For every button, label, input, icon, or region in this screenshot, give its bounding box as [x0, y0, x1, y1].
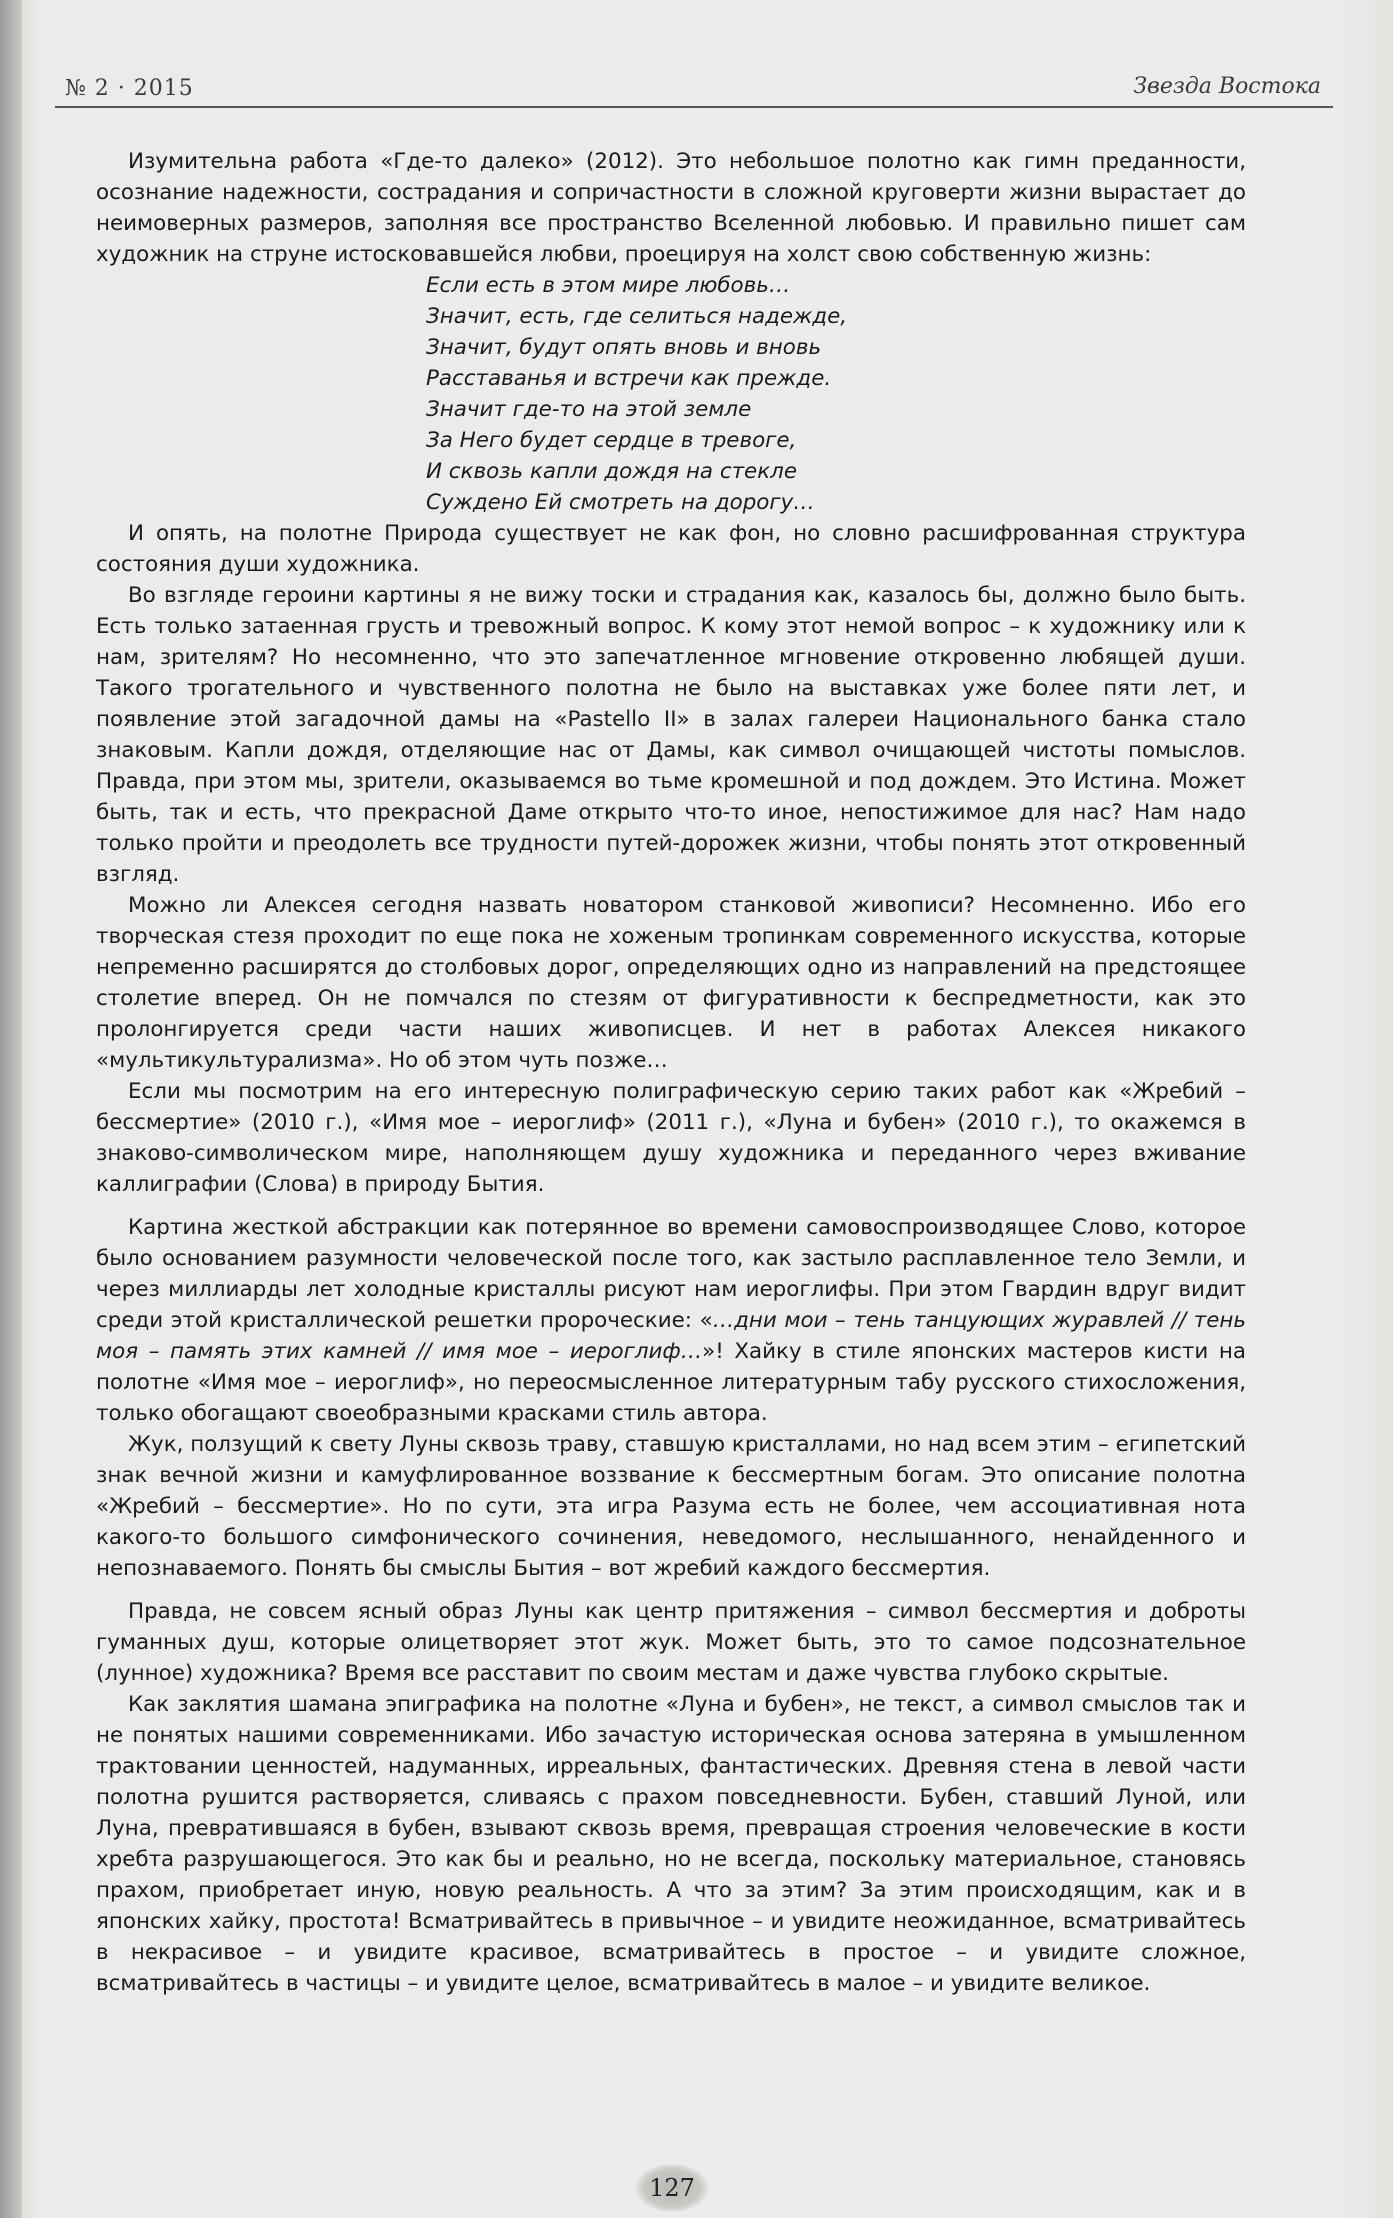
poem-line: За Него будет сердце в тревоге, [426, 428, 797, 453]
poem-line: Значит, будут опять вновь и вновь [426, 335, 822, 360]
paragraph-text: »! Хайку в стиле японских мастеров кисти на полотне «Имя мое – иероглиф», но переосмысленное литературным табу русского стихосложения, только обогащают своеобразными красками стиль автора. [96, 1339, 1246, 1426]
paragraph: Как заклятия шамана эпиграфика на полотне «Луна и бубен», не текст, а символ смыслов так и не понятых нашими современниками. Ибо зачастую историческая основа затеряна в умышленном трактовании ценностей, надуманных, ирреальных, фантастических. Древняя стена в левой части полотна рушится растворяется, сливаясь с прахом повседневности. Бубен, ставший Луной, или Луна, превратившаяся в бубен, взывают сквозь время, превращая строения человеческие в кости хребта разрушающегося. Это как бы и реально, но не всегда, поскольку материальное, становясь прахом, приобретает иную, новую реальность. А что за этим? За этим происходящим, как и в японских хайку, простота! Всматривайтесь в привычное – и увидите неожиданное, всматривайтесь в некрасивое – и увидите красивое, всматривайтесь в простое – и увидите сложное, всматривайтесь в частицы – и увидите целое, всматривайтесь в малое – и увидите великое. [96, 1692, 1246, 1996]
paragraph-text: Картина жесткой абстракции как потерянное во времени самовоспроизводящее Слово, которое было основанием разумности человеческой после того, как застыло расплавленное тело Земли, и через миллиарды лет холодные кристаллы рисуют нам иероглифы. При этом Гвардин вдруг видит среди этой кристаллической решетки пророческие: « [96, 1215, 1246, 1333]
poem-line: Значит, есть, где селиться надежде, [426, 304, 848, 329]
issue-number: № 2 · 2015 [65, 76, 194, 101]
paragraph: Если мы посмотрим на его интересную полиграфическую серию таких работ как «Жребий – бессмертие» (2010 г.), «Имя мое – иероглиф» (2011 г.), «Луна и бубен» (2010 г.), то окажемся в знаково-символическом мире, наполняющем душу художника и переданного через вживание каллиграфии (Слова) в природу Бытия. [96, 1079, 1246, 1197]
paragraph [96, 1212, 1246, 1429]
paragraph: Изумительна работа «Где-то далеко» (2012). Это небольшое полотно как гимн преданности, осознание надежности, сострадания и сопричастности в сложной круговерти жизни вырастает до неимоверных размеров, заполняя все пространство Вселенной любовью. И правильно пишет сам художник на струне истосковавшейся любви, проецируя на холст свою собственную жизнь: [96, 149, 1246, 267]
poem [426, 270, 1246, 518]
header-rule [55, 106, 1333, 108]
poem-line: Суждено Ей смотреть на дорогу… [426, 490, 815, 515]
paragraph: Можно ли Алексея сегодня назвать новатором станковой живописи? Несомненно. Ибо его творческая стезя проходит по еще пока не хоженым тропинкам современного искусства, которые непременно расширятся до столбовых дорог, определяющих одно из направлений на предстоящее столетие вперед. Он не помчался по стезям от фигуративности к беспредметности, как это пролонгируется среди части наших живописцев. И нет в работах Алексея никакого «мультикультурализма». Но об этом чуть позже… [96, 893, 1246, 1073]
article-body [96, 146, 1246, 1999]
poem-line: И сквозь капли дождя на стекле [426, 459, 797, 484]
poem-line: Расставанья и встречи как прежде. [426, 366, 832, 391]
paragraph: Правда, не совсем ясный образ Луны как центр притяжения – символ бессмертия и доброты гуманных душ, которые олицетворяет этот жук. Может быть, это то самое подсознательное (лунное) художника? Время все расставит по своим местам и даже чувства глубоко скрытые. [96, 1599, 1246, 1686]
poem-line: Если есть в этом мире любовь… [426, 273, 791, 298]
paragraph: Во взгляде героини картины я не вижу тоски и страдания как, казалось бы, должно было быть. Есть только затаенная грусть и тревожный вопрос. К кому этот немой вопрос – к художнику или к нам, зрителям? Но несомненно, что это запечатленное мгновение откровенно любящей души. Такого трогательного и чувственного полотна не было на выставках уже более пяти лет, и появление этой загадочной дамы на «Pastello II» в залах галереи Национального банка стало знаковым. Капли дождя, отделяющие нас от Дамы, как символ очищающей чистоты помыслов. Правда, при этом мы, зрители, оказываемся во тьме кромешной и под дождем. Это Истина. Может быть, так и есть, что прекрасной Даме открыто что-то иное, непостижимое для нас? Нам надо только пройти и преодолеть все трудности путей-дорожек жизни, чтобы понять этот откровенный взгляд. [96, 583, 1246, 887]
poem-line: Значит где-то на этой земле [426, 397, 752, 422]
paragraph: Жук, ползущий к свету Луны сквозь траву, ставшую кристаллами, но над всем этим – египетский знак вечной жизни и камуфлированное воззвание к бессмертным богам. Это описание полотна «Жребий – бессмертие». Но по сути, эта игра Разума есть не более, чем ассоциативная нота какого-то большого симфонического сочинения, неведомого, неслышанного, ненайденного и непознаваемого. Понять бы смыслы Бытия – вот жребий каждого бессмертия. [96, 1432, 1246, 1581]
page-number: 127 [636, 2164, 708, 2212]
page-spine-shadow [0, 0, 22, 2218]
journal-title: Звезда Востока [1133, 74, 1321, 99]
haiku-quote: …дни мои – тень танцующих журавлей // тень моя – память этих камней // имя мое – иероглиф… [96, 1308, 1246, 1364]
running-header [55, 72, 1333, 112]
paragraph: И опять, на полотне Природа существует не как фон, но словно расшифрованная структура состояния души художника. [96, 521, 1246, 577]
